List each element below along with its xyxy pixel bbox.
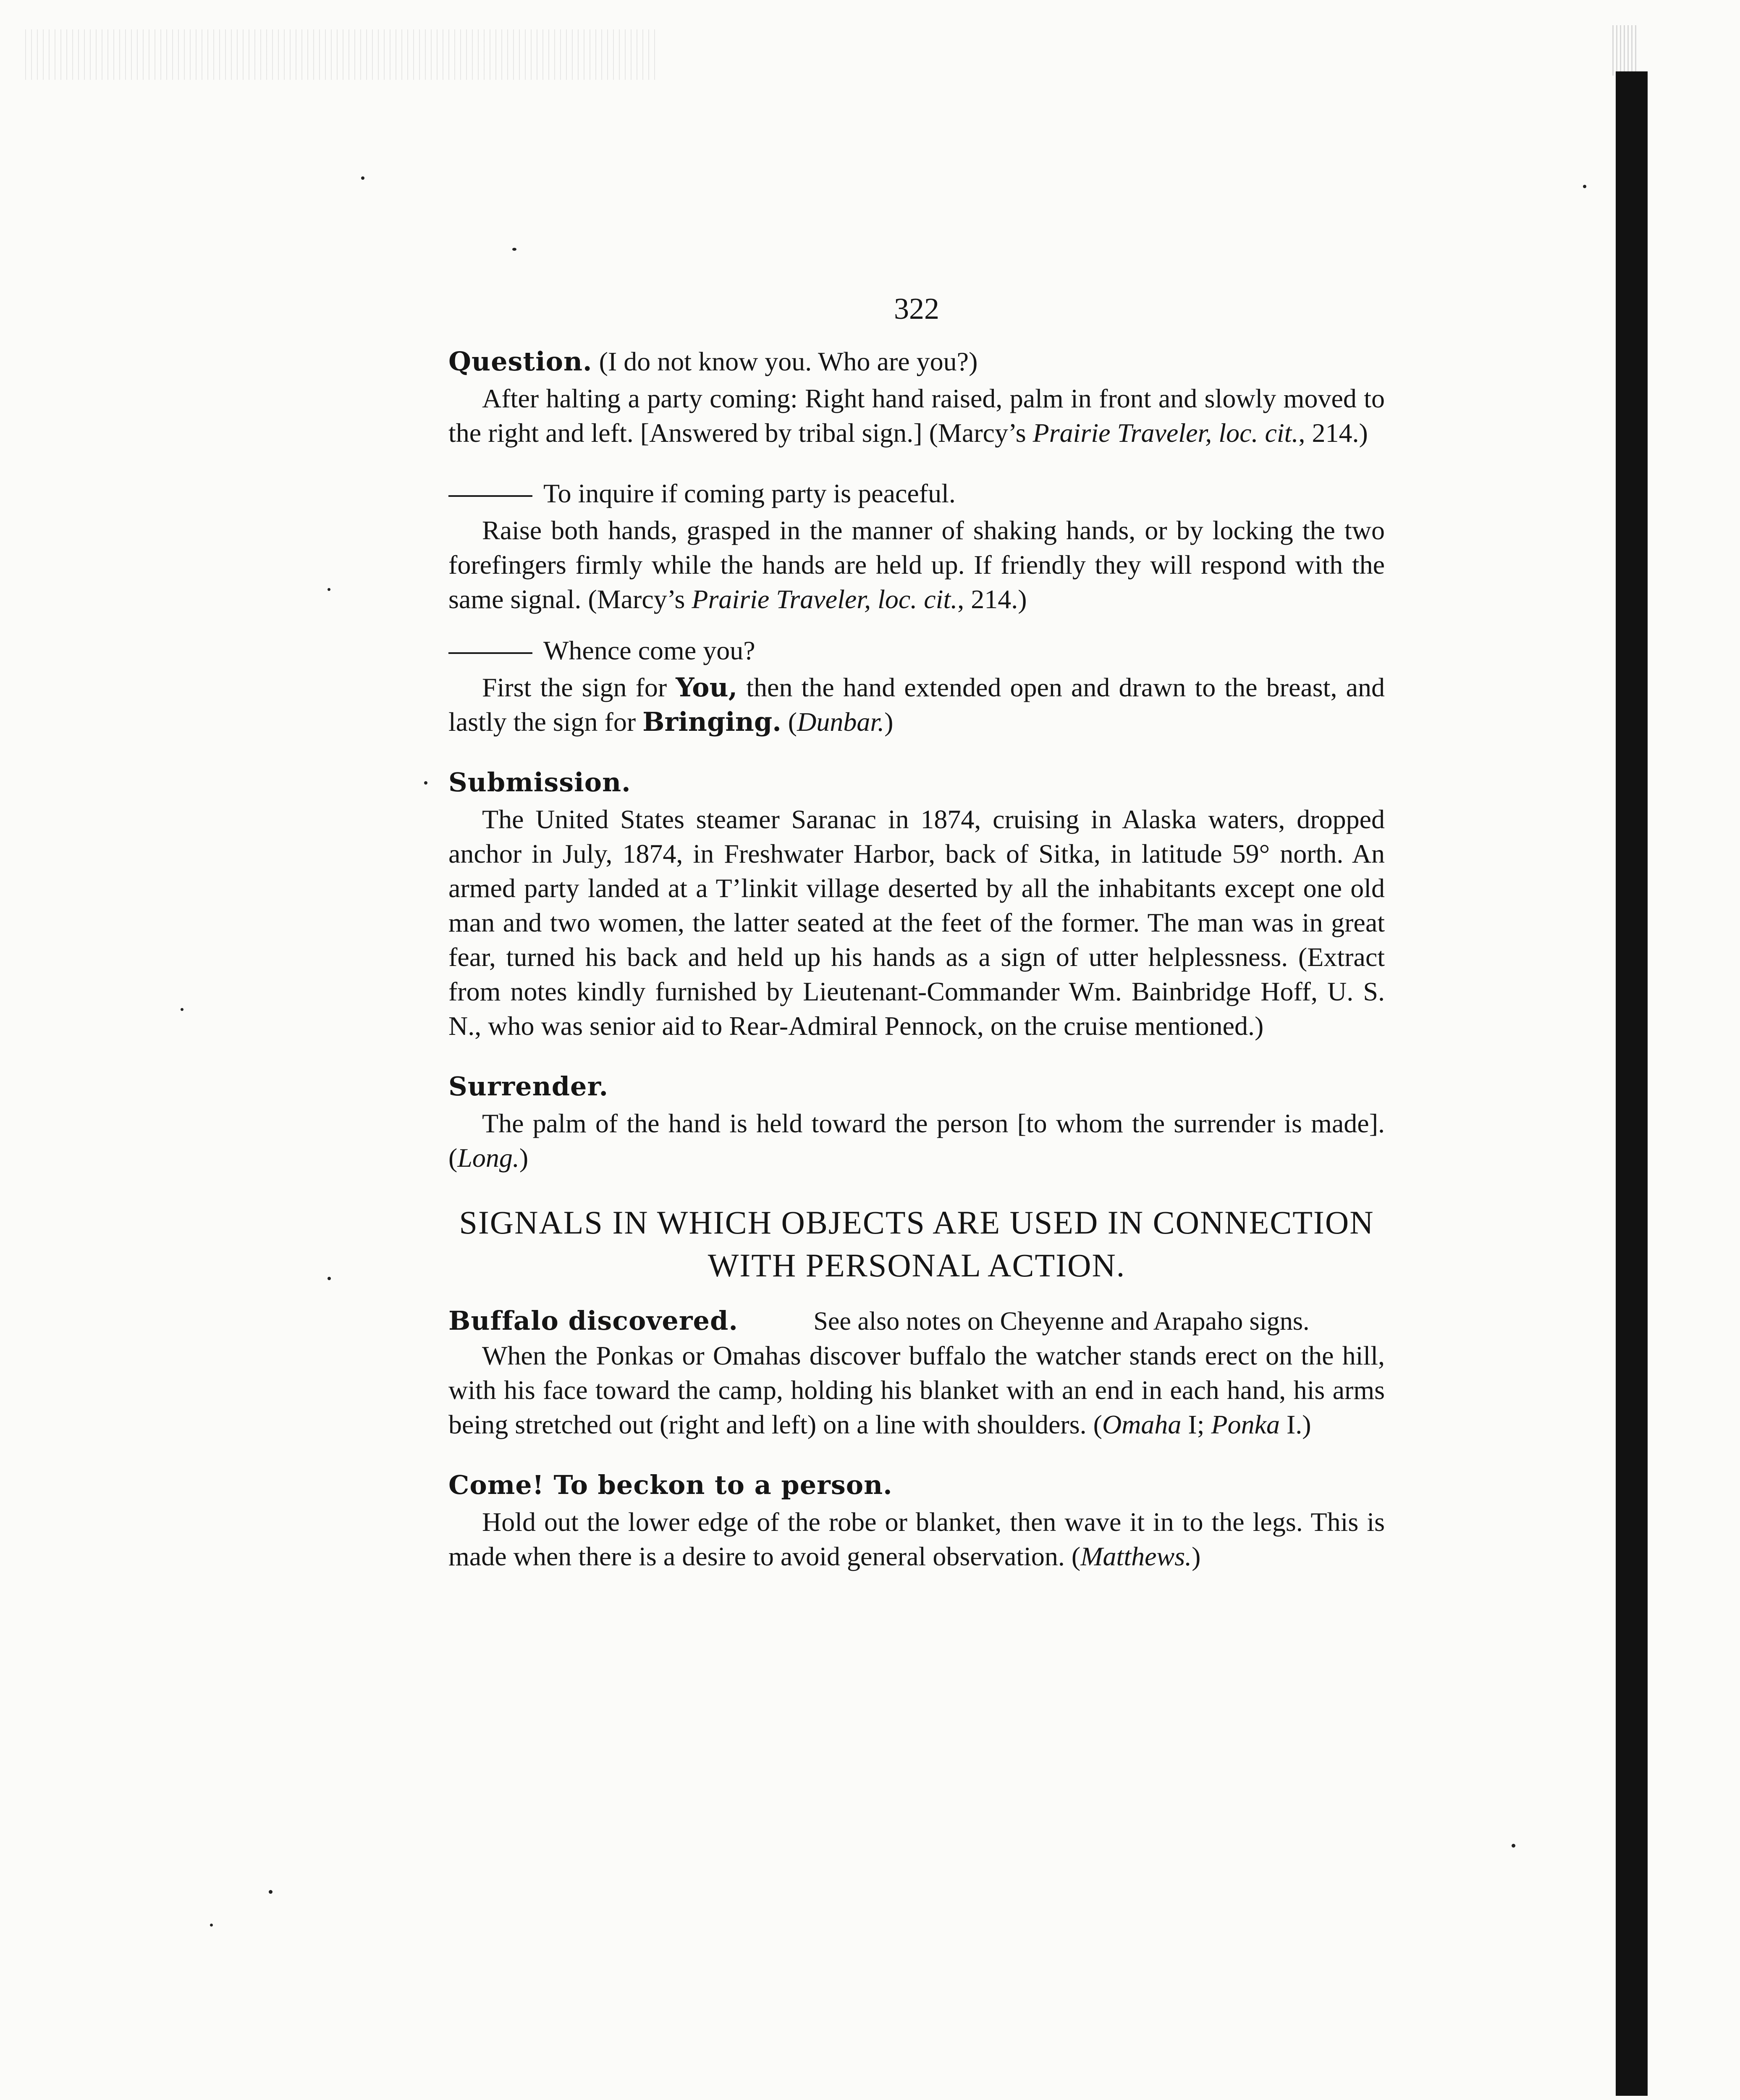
entry-paragraph bbox=[448, 1339, 1385, 1442]
text-span: then the hand extended open and drawn to the breast, and lastly the sign for bbox=[448, 672, 1385, 737]
text-span: When the Ponkas or Omahas discover buffalo the watcher stands erect on the hill, with his face toward the camp, holding his blanket with an end in each hand, his arms being stretched out (right and left) on a line with shoulders. ( bbox=[448, 1341, 1385, 1439]
scan-speck bbox=[1512, 1844, 1515, 1848]
entry-heading-line bbox=[448, 765, 1385, 800]
text-span: I.) bbox=[1279, 1410, 1311, 1439]
subentry-title: To inquire if coming party is peaceful. bbox=[543, 478, 956, 508]
scan-speck bbox=[361, 176, 364, 180]
entry-paragraph bbox=[448, 381, 1385, 450]
citation-italic: Omaha bbox=[1102, 1410, 1182, 1439]
scan-speck bbox=[328, 1277, 331, 1280]
scan-noise-top bbox=[25, 29, 655, 80]
entry-heading: Buffalo discovered. bbox=[448, 1305, 738, 1336]
entry-heading: Surrender. bbox=[448, 1071, 609, 1102]
text-span: Hold out the lower edge of the robe or blanket, then wave it in to the legs. This is made when there is a desire to avoid general observation. ( bbox=[448, 1507, 1385, 1571]
entry-paragraph bbox=[448, 513, 1385, 617]
entry-heading: Question. bbox=[448, 346, 592, 377]
page-number: 322 bbox=[894, 292, 939, 326]
entry-heading: Come! To beckon to a person. bbox=[448, 1470, 893, 1500]
entry-heading: Submission. bbox=[448, 767, 631, 798]
subentry-title-line bbox=[448, 476, 1385, 511]
entry-heading-line bbox=[448, 1468, 1385, 1502]
subentry-title: Whence come you? bbox=[543, 635, 755, 665]
text-span: ) bbox=[884, 707, 894, 737]
em-dash-rule bbox=[448, 652, 532, 654]
citation-italic: Prairie Traveler, loc. cit. bbox=[1032, 418, 1299, 448]
entry-paragraph: The United States steamer Saranac in 1874, cruising in Alaska waters, dropped anchor in July, 1874, in Freshwater Harbor, back of Sitka, in latitude 59° north. An armed party landed at a T’linkit village deserted by all the inhabitants except one old man and two women, the latter seated at the feet of the former. The man was in great fear, turned his back and held up his hands as a sign of utter helplessness. (Extract from notes kindly furnished by Lieutenant-Commander Wm. Bainbridge Hoff, U. S. N., who was senior aid to Rear-Admiral Pennock, on the cruise mentioned.) bbox=[448, 804, 1385, 1041]
entry-heading-line bbox=[448, 344, 1385, 379]
entry-question bbox=[448, 344, 1385, 450]
citation-italic: Prairie Traveler, loc. cit. bbox=[692, 584, 958, 614]
entry-paragraph bbox=[448, 1106, 1385, 1175]
section-title: SIGNALS IN WHICH OBJECTS ARE USED IN CONNECTION WITH PERSONAL ACTION. bbox=[459, 1204, 1374, 1284]
citation-italic: Dunbar. bbox=[797, 707, 885, 737]
citation-italic: Long. bbox=[457, 1143, 519, 1173]
scan-page-edge-bar bbox=[1616, 71, 1648, 2096]
entry-heading-line bbox=[448, 1069, 1385, 1104]
text-span: ( bbox=[781, 707, 797, 737]
entry-come bbox=[448, 1468, 1385, 1574]
subentry-peaceful bbox=[448, 476, 1385, 617]
subentry-title-line bbox=[448, 633, 1385, 668]
entry-paragraph bbox=[448, 1505, 1385, 1574]
text-span: The palm of the hand is held toward the person [to whom the surrender is made]. ( bbox=[448, 1108, 1385, 1173]
scan-edge-top bbox=[1612, 25, 1638, 76]
citation-italic: Matthews. bbox=[1080, 1541, 1192, 1571]
entry-heading-note: (I do not know you. Who are you?) bbox=[599, 346, 978, 376]
scan-speck bbox=[512, 248, 516, 251]
scan-speck bbox=[328, 588, 330, 591]
entry-submission bbox=[448, 765, 1385, 1043]
text-span: Raise both hands, grasped in the manner of shaking hands, or by locking the two forefingers firmly while the hands are held up. If friendly they will respond with the same signal. (Marcy’s bbox=[448, 515, 1385, 614]
entry-surrender bbox=[448, 1069, 1385, 1175]
text-span: ) bbox=[519, 1143, 529, 1173]
scan-speck bbox=[424, 781, 427, 785]
inline-sign-name: Bringing. bbox=[642, 706, 781, 737]
entry-buffalo bbox=[448, 1304, 1385, 1442]
scan-speck bbox=[181, 1008, 183, 1011]
text-span: I; bbox=[1181, 1410, 1211, 1439]
scan-speck bbox=[269, 1890, 273, 1894]
text-span: After halting a party coming: Right hand raised, palm in front and slowly moved to the right and left. [Answered by tribal sign.] (Marcy’s bbox=[448, 383, 1385, 448]
scan-speck bbox=[210, 1924, 213, 1927]
subentry-whence bbox=[448, 633, 1385, 739]
see-also-note: See also notes on Cheyenne and Arapaho signs. bbox=[813, 1307, 1310, 1336]
inline-sign-name: You, bbox=[676, 672, 738, 703]
scan-speck bbox=[1583, 185, 1586, 188]
page-text-column bbox=[448, 290, 1385, 1600]
em-dash-rule bbox=[448, 495, 532, 497]
text-span: , 214.) bbox=[1298, 418, 1368, 448]
text-span: , 214.) bbox=[957, 584, 1027, 614]
citation-italic: Ponka bbox=[1211, 1410, 1280, 1439]
entry-paragraph bbox=[448, 670, 1385, 739]
text-span: ) bbox=[1192, 1541, 1201, 1571]
entry-heading-line bbox=[448, 1304, 1385, 1339]
text-span: First the sign for bbox=[482, 672, 676, 702]
